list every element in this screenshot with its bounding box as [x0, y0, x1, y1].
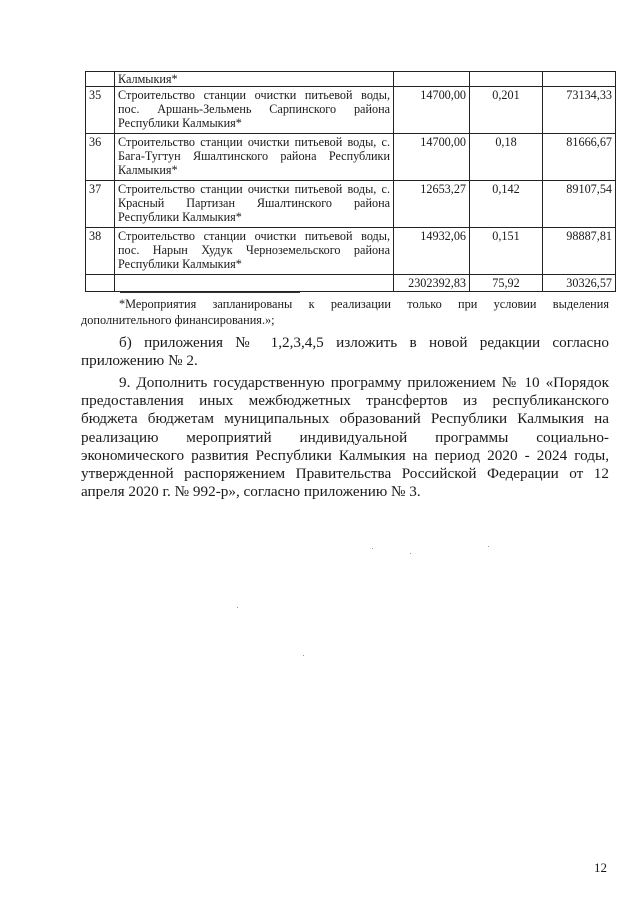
capacity-cell: 0,18: [470, 134, 543, 181]
row-number-cell: 36: [86, 134, 115, 181]
table-row: [86, 87, 616, 134]
table-total-row: [86, 275, 616, 292]
table-row: [86, 228, 616, 275]
scan-speck: [488, 546, 489, 547]
footnote-divider: [120, 292, 300, 293]
scan-speck: [237, 607, 238, 608]
measures-table: [85, 71, 616, 292]
cost-cell: 14700,00: [394, 87, 470, 134]
row-number-cell: [86, 275, 115, 292]
description-cell: [115, 275, 394, 292]
scan-speck: [372, 548, 373, 549]
scan-speck: [303, 655, 304, 656]
cost-cell: 14932,06: [394, 228, 470, 275]
page-number: 12: [594, 860, 607, 875]
row-number-cell: 38: [86, 228, 115, 275]
capacity-cell: [470, 72, 543, 87]
unit-cost-cell: 89107,54: [543, 181, 616, 228]
total-cost-cell: 2302392,83: [394, 275, 470, 292]
paragraph-b: б) приложения № 1,2,3,4,5 изложить в новой редакции согласно приложению № 2.: [81, 334, 609, 370]
unit-cost-cell: 73134,33: [543, 87, 616, 134]
description-cell: Строительство станции очистки питьевой воды, пос. Аршань-Зельмень Сарпинского района Республики Калмыкия*: [115, 87, 394, 134]
footnote: *Мероприятия запланированы к реализации только при условии выделения дополнительного финансирования.»;: [81, 297, 609, 327]
table-row: [86, 134, 616, 181]
description-cell: Строительство станции очистки питьевой воды, пос. Нарын Худук Черноземельского района Республики Калмыкия*: [115, 228, 394, 275]
cost-cell: 12653,27: [394, 181, 470, 228]
table-row-continuation: [86, 72, 616, 87]
row-number-cell: 35: [86, 87, 115, 134]
table-row: [86, 181, 616, 228]
capacity-cell: 0,142: [470, 181, 543, 228]
unit-cost-cell: 81666,67: [543, 134, 616, 181]
cost-cell: 14700,00: [394, 134, 470, 181]
description-cell: Строительство станции очистки питьевой воды, с. Бага-Тугтун Яшалтинского района Республики Калмыкия*: [115, 134, 394, 181]
row-number-cell: [86, 72, 115, 87]
row-number-cell: 37: [86, 181, 115, 228]
paragraph-9: 9. Дополнить государственную программу приложением № 10 «Порядок предоставления иных межбюджетных трансфертов из республиканского бюджета бюджетам муниципальных образований Республики Калмыкия на реализацию мероприятий индивидуальной программы социально-экономического развития Республики Калмыкия на период 2020 - 2024 годы, утвержденной распоряжением Правительства Российской Федерации от 12 апреля 2020 г. № 992-р», согласно приложению № 3.: [81, 374, 609, 501]
total-capacity-cell: 75,92: [470, 275, 543, 292]
cost-cell: [394, 72, 470, 87]
unit-cost-cell: 98887,81: [543, 228, 616, 275]
description-cell: Строительство станции очистки питьевой воды, с. Красный Партизан Яшалтинского района Республики Калмыкия*: [115, 181, 394, 228]
description-cell: Калмыкия*: [115, 72, 394, 87]
capacity-cell: 0,201: [470, 87, 543, 134]
scan-speck: [410, 553, 411, 554]
total-unit-cost-cell: 30326,57: [543, 275, 616, 292]
unit-cost-cell: [543, 72, 616, 87]
capacity-cell: 0,151: [470, 228, 543, 275]
